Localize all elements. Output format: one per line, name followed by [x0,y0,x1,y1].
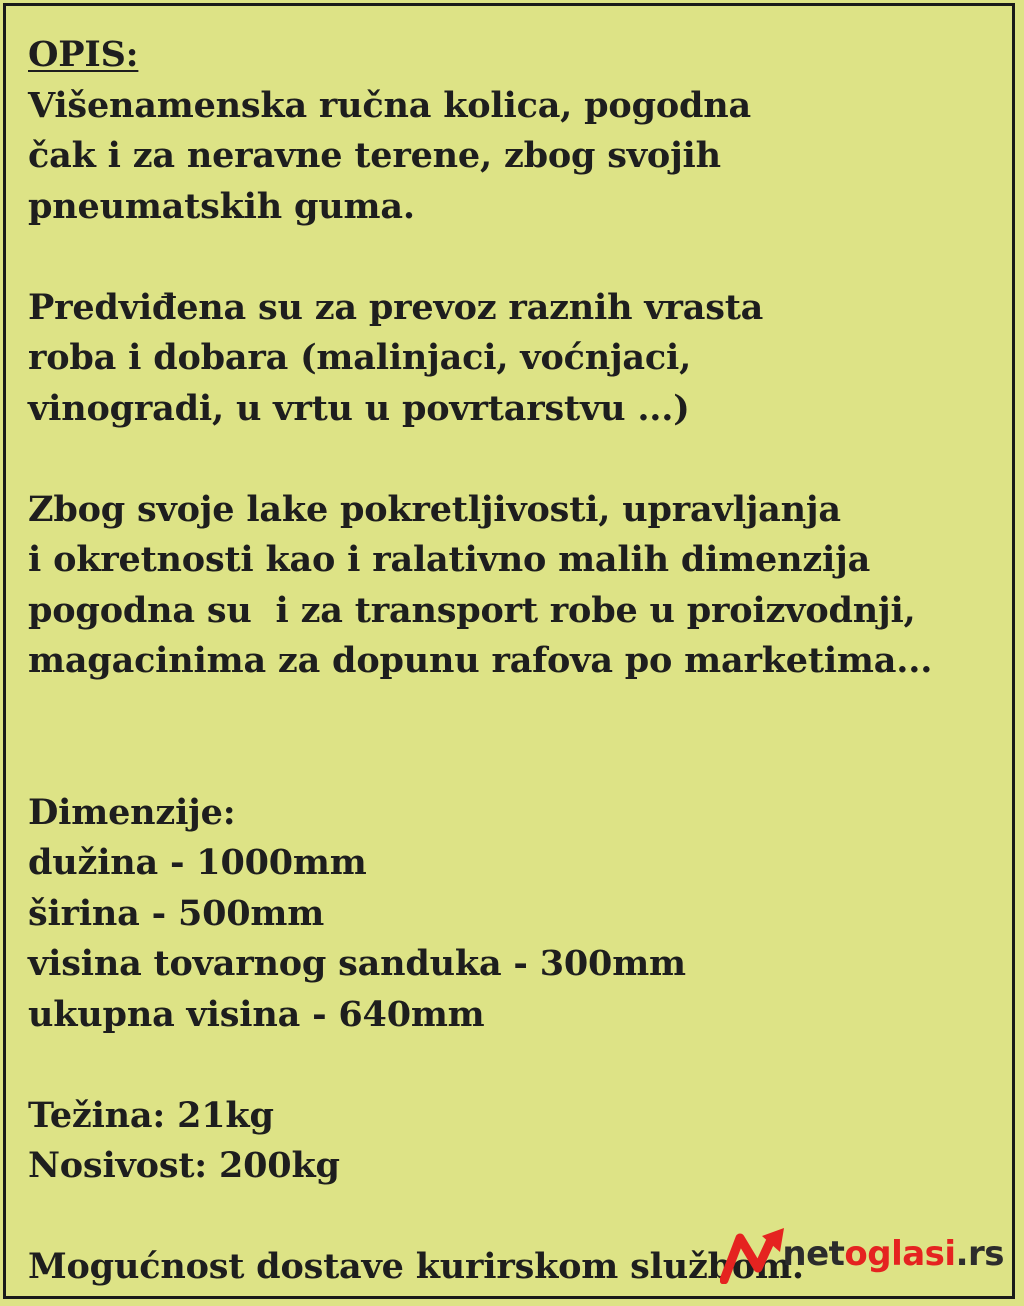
dimension-total-height: ukupna visina - 640mm [28,993,485,1035]
netoglasi-logo-icon [720,1224,790,1284]
watermark-oglasi: oglasi [844,1234,956,1274]
watermark-rs: .rs [955,1234,1004,1274]
watermark-text [782,1234,1004,1274]
spacer [28,687,1004,788]
spacer [28,434,1004,485]
paragraph-2-line-1: Predviđena su za prevoz raznih vrasta [28,286,764,328]
capacity-spec: Nosivost: 200kg [28,1145,340,1186]
spacer [28,232,1004,283]
dimension-width: širina - 500mm [28,892,325,934]
description-panel [3,3,1015,1299]
spacer [28,1040,1004,1091]
netoglasi-watermark [720,1224,1004,1284]
weight-spec: Težina: 21kg [28,1094,274,1136]
paragraph-3-line-2: i okretnosti kao i ralativno malih dimenzija [28,539,871,580]
watermark-net: net [782,1234,845,1274]
paragraph-1-line-2: čak i za neravne terene, zbog svojih [28,135,721,176]
description-content [28,30,1004,1293]
paragraph-1-line-3: pneumatskih guma. [28,185,415,227]
paragraph-3-line-1: Zbog svoje lake pokretljivosti, upravljanja [28,488,841,530]
paragraph-2-line-3: vinogradi, u vrtu u povrtarstvu ...) [28,387,690,429]
paragraph-2-line-2: roba i dobara (malinjaci, voćnjaci, [28,337,692,378]
delivery-note: Mogućnost dostave kurirskom službom. [28,1246,804,1287]
paragraph-3-line-3: pogodna su i za transport robe u proizvodnji, [28,589,916,631]
paragraph-3-line-4: magacinima za dopunu rafova po marketima... [28,640,933,681]
description-heading: OPIS: [28,34,139,75]
dimensions-label: Dimenzije: [28,791,236,833]
paragraph-1-line-1: Višenamenska ručna kolica, pogodna [28,84,751,126]
dimension-box-height: visina tovarnog sanduka - 300mm [28,943,686,984]
dimension-length: dužina - 1000mm [28,842,367,883]
